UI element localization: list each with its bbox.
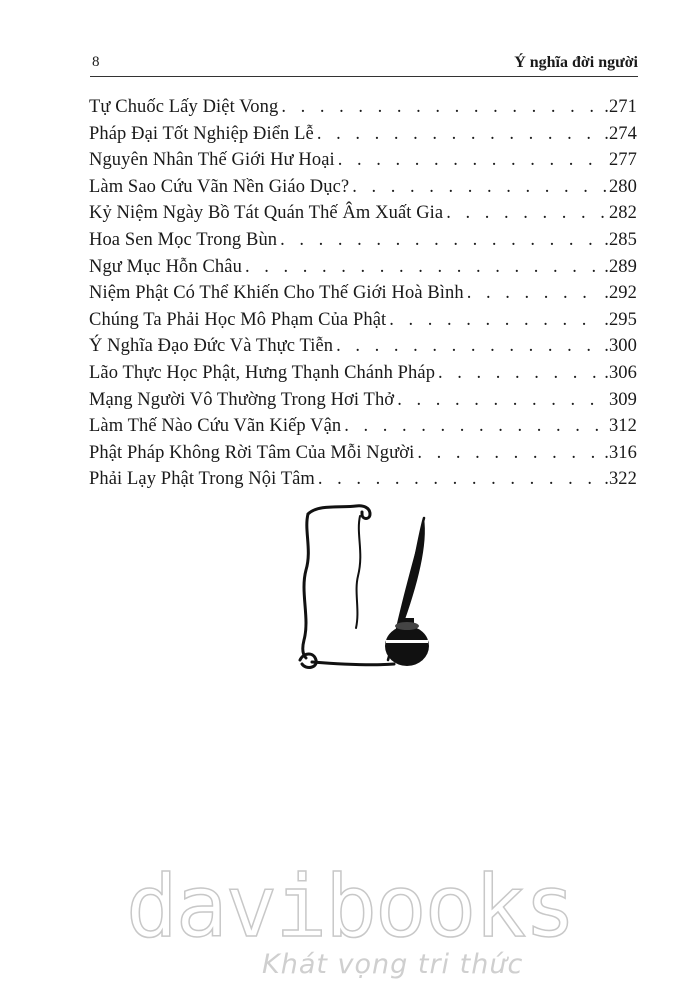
toc-dot-leader (389, 307, 601, 334)
toc-dot-leader (467, 280, 601, 307)
toc-entry (89, 200, 637, 227)
toc-entry-page: 309 (608, 389, 637, 410)
toc-entry-page: .306 (604, 362, 637, 383)
toc-entry (89, 94, 637, 121)
toc-entry (89, 174, 637, 201)
toc-entry-title: Hoa Sen Mọc Trong Bùn (89, 229, 278, 250)
table-of-contents (89, 94, 637, 493)
page-header (90, 50, 638, 77)
toc-entry-title: Chúng Ta Phải Học Mô Phạm Của Phật (89, 309, 387, 330)
scroll-quill-inkwell-icon (290, 500, 440, 680)
toc-entry (89, 147, 637, 174)
toc-entry (89, 440, 637, 467)
toc-entry-title: Niệm Phật Có Thể Khiến Cho Thế Giới Hoà Bình (89, 283, 464, 304)
toc-entry-title: Lão Thực Học Phật, Hưng Thạnh Chánh Pháp (89, 362, 436, 383)
toc-entry-page: 280 (608, 176, 637, 197)
toc-entry-title: Nguyên Nhân Thế Giới Hư Hoại (89, 150, 335, 171)
toc-entry-page: .285 (604, 229, 637, 250)
toc-entry (89, 387, 637, 414)
toc-entry (89, 307, 637, 334)
toc-entry-page: 312 (608, 416, 637, 437)
toc-entry (89, 413, 637, 440)
toc-entry (89, 280, 637, 307)
toc-entry (89, 333, 637, 360)
toc-entry-title: Phải Lạy Phật Trong Nội Tâm (89, 469, 315, 490)
toc-entry-page: .295 (604, 309, 637, 330)
toc-entry-title: Làm Sao Cứu Vãn Nền Giáo Dục? (89, 176, 350, 197)
toc-entry-title: Ý Nghĩa Đạo Đức Và Thực Tiễn (89, 336, 334, 357)
toc-entry-title: Tự Chuốc Lấy Diệt Vong (89, 97, 279, 117)
watermark-brand: davibooks (126, 857, 574, 957)
toc-entry-title: Phật Pháp Không Rời Tâm Của Mỗi Người (89, 442, 415, 463)
toc-entry-title: Kỷ Niệm Ngày Bồ Tát Quán Thế Âm Xuất Gia (89, 203, 444, 224)
toc-dot-leader (281, 94, 601, 121)
toc-dot-leader (317, 121, 601, 148)
watermark-tagline: Khát vọng tri thức (262, 949, 524, 980)
toc-entry-page: .289 (604, 256, 637, 277)
toc-entry-page: .300 (604, 336, 637, 357)
toc-entry (89, 254, 637, 281)
toc-entry-page: .292 (604, 283, 637, 304)
toc-entry-page: 282 (608, 203, 637, 224)
toc-dot-leader (336, 333, 601, 360)
toc-dot-leader (338, 147, 606, 174)
toc-entry (89, 360, 637, 387)
toc-entry (89, 466, 637, 493)
toc-entry (89, 227, 637, 254)
toc-dot-leader (245, 254, 601, 281)
toc-entry-page: 277 (608, 150, 637, 171)
toc-dot-leader (417, 440, 601, 467)
toc-entry (89, 121, 637, 148)
toc-dot-leader (438, 360, 601, 387)
toc-entry-page: .274 (604, 123, 637, 144)
toc-entry-page: .271 (604, 97, 637, 117)
toc-dot-leader (352, 174, 606, 201)
toc-entry-page: .316 (604, 442, 637, 463)
toc-dot-leader (397, 387, 606, 414)
toc-dot-leader (446, 200, 606, 227)
toc-entry-title: Pháp Đại Tốt Nghiệp Điển Lễ (89, 123, 314, 144)
toc-dot-leader (318, 466, 601, 493)
toc-entry-title: Ngư Mục Hỗn Châu (89, 256, 242, 277)
toc-dot-leader (344, 413, 606, 440)
page-number: 8 (92, 54, 100, 70)
toc-entry-title: Mạng Người Vô Thường Trong Hơi Thở (89, 389, 395, 410)
toc-entry-title: Làm Thế Nào Cứu Vãn Kiếp Vận (89, 416, 342, 437)
running-title: Ý nghĩa đời người (514, 54, 638, 71)
toc-dot-leader (280, 227, 601, 254)
toc-entry-page: .322 (604, 469, 637, 490)
